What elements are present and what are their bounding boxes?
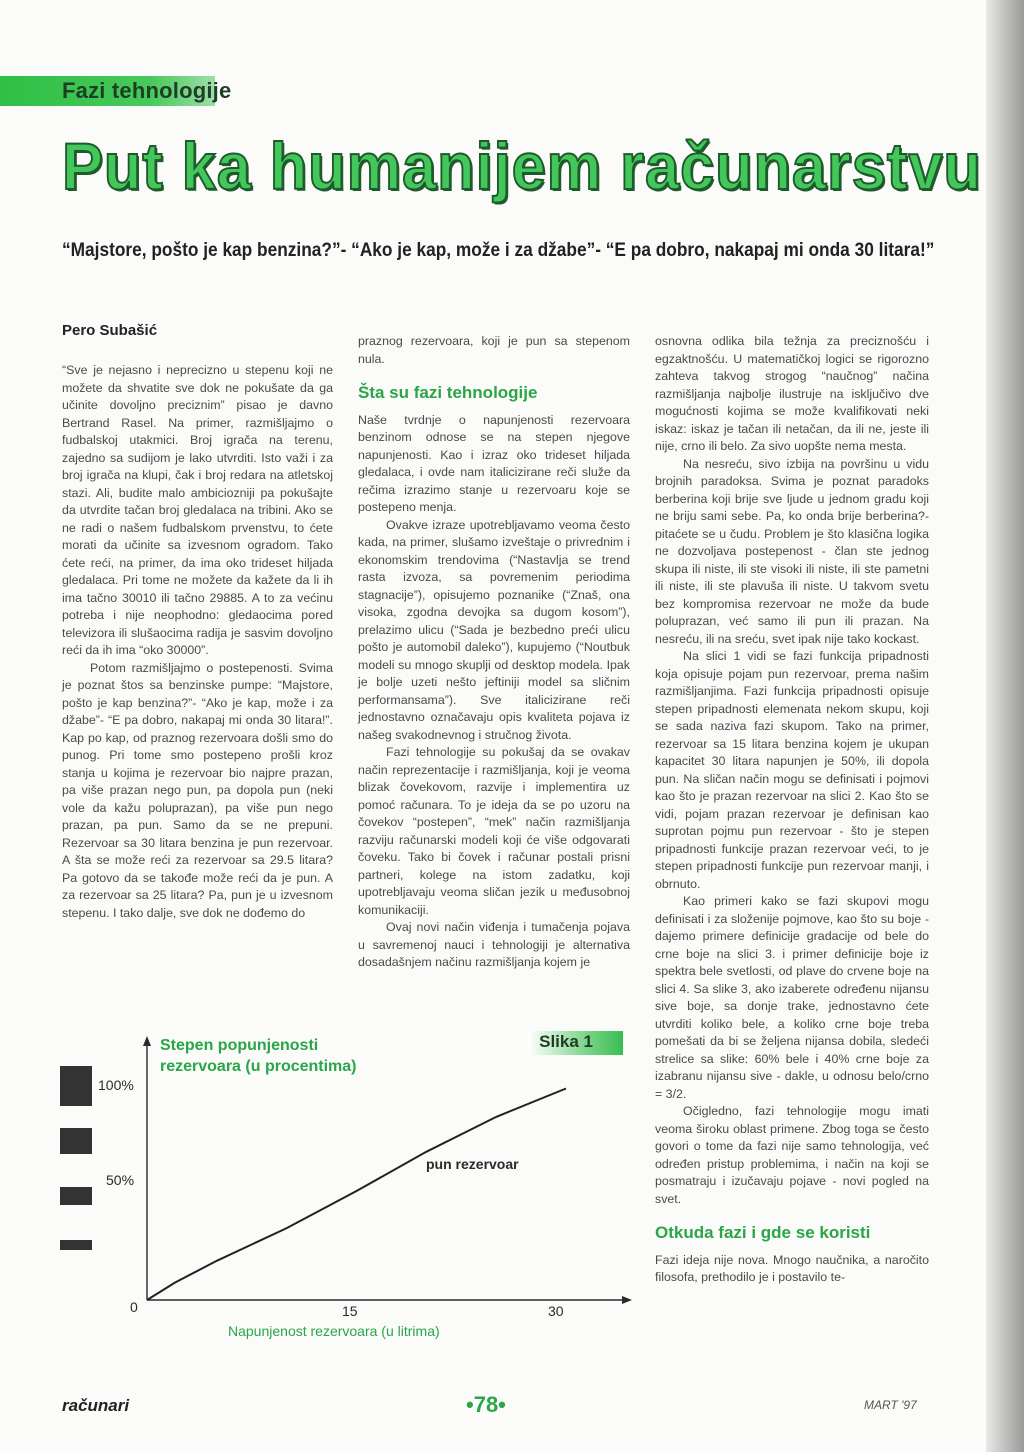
y-tick-label: 50% xyxy=(106,1172,135,1188)
section-label: Fazi tehnologije xyxy=(62,78,232,103)
x-axis-arrow xyxy=(622,1296,632,1304)
paragraph: Ovakve izraze upotrebljavamo veoma često kada, na primer, slušamo izveštaje o privrednim i ekonomskim trendovima (“Nastavlja se trend rasta izvoza, sa povremenim periodima stagnacije”), opisujemo poznanike (“Znaš, ona visoka, zgodna devojka sa dugom kosom”), prelazimo ulicu (“Sada je bezbedno preći ulicu pošto je automobil daleko”), kupujemo (“Noutbuk modeli su mnogo skuplji od desktop modela. Ipak je bolje uzeti nešto jeftiniji model sa sličnim performansama”). Sve italicizirane reči jednostavno označavaju opis kvaliteta pojava iz našeg svakodnevnog i stručnog života. xyxy=(358,517,630,742)
page-edge-shadow xyxy=(986,0,1024,1452)
x-tick-label: 0 xyxy=(130,1299,138,1315)
y-axis-title: Stepen popunjenosti xyxy=(160,1037,319,1054)
article-quote: “Majstore, pošto je kap benzina?”- “Ako je kap, može i za džabe”- “E pa dobro, nakapaj mi onda 30 litara!” xyxy=(62,240,935,261)
subheading: Šta su fazi tehnologije xyxy=(358,383,538,402)
data-line xyxy=(147,1089,566,1301)
subheading: Otkuda fazi i gde se koristi xyxy=(655,1223,871,1242)
curve-label: pun rezervoar xyxy=(426,1156,519,1172)
legend-block xyxy=(60,1240,92,1250)
x-tick-label: 15 xyxy=(342,1303,358,1319)
paragraph: Kao primeri kako se fazi skupovi mogu definisati i za složenije pojmove, kao što su boje - dajemo primere definicije gradacije od bele do crne boje na slici 3. i primer definicije boje iz spektra bele svetlosti, od plave do crvene boje na slici 4. Sa slike 3, ako izaberete određenu nijansu sive boje, sa donje trake, jednostavno ćete utvrditi koliko bele, a koliko crne boje treba pomešati da bi se željena nijansa dobila, sledeći strelice sa slike: 60% bele i 40% crne boje za izabranu nijansu sive - dakle, u odnosu belo/crno = 3/2. xyxy=(655,894,929,1101)
y-tick-label: 100% xyxy=(98,1077,134,1093)
column-1 xyxy=(62,362,333,922)
y-axis-title: rezervoara (u procentima) xyxy=(160,1058,357,1075)
legend-block xyxy=(60,1128,92,1154)
column-2 xyxy=(358,333,630,972)
paragraph: Potom razmišljajmo o postepenosti. Svima je poznat štos sa benzinske pumpe: “Majstore, pošto je kap benzina?”- “Ako je kap, može i za džabe”- “E pa dobro, nakapaj mi onda 30 litara!”. Kap po kap, od praznog rezervoara došli smo do punog. Pri tome smo postepeno prošli kroz stanja u kojima je rezervoar bio najpre prazan, pa više prazan nego pun, pa dopola pun (neki vole da kažu poluprazan), pa više pun nego prazan, pa pun. Samo da se ne prepuni. Rezervoar sa 30 litara benzina je pun rezervoar. A šta se može reći za rezervoar sa 29.5 litara? Pa gotovo da se takođe može reći da je pun. A za rezervoar sa 25 litara? Pa, pun je u izvesnom stepenu. I tako dalje, sve dok ne dođemo do xyxy=(62,660,333,920)
magazine-name: računari xyxy=(62,1396,130,1415)
paragraph: Očigledno, fazi tehnologije mogu imati veoma široku oblast primene. Zbog toga se često govori o tome da fazi nije samo tehnologija, već određen pristup problemima, i način na koji se posmatraju i izučavaju pojave - novi pogled na svet. xyxy=(655,1104,929,1206)
paragraph: Na nesreću, sivo izbija na površinu u vidu brojnih paradoksa. Svima je poznat paradoks berberina koji brije sve ljude u jednom gradu koji ne briju sami sebe. Pa, ko onda brije berberina?- pitaćete se u čudu. Problem je što klasična logika ne dozvoljava postepenost - član ste jednog skupa ili niste, ili ste visoki ili niste, ili ste pametni ili niste, ili ste plavuša ili niste. U takvom svetu bez kompromisa rezervoar ne može da bude poluprazan, već samo ili pun ili prazan. Na nesreću, ili na sreću, svet ipak nije tako kockast. xyxy=(655,456,929,646)
paragraph: osnovna odlika bila težnja za preciznošću i egzaktnošću. U matematičkoj logici se rigorozno zahteva takvog strogog “naučnog” načina razmišljanja najbolje ilustruje na isključivo dve mogućnosti kojima se može kvalifikovati neki iskaz: iskaz je tačan ili netačan, da ili ne, jeste ili nije, crno ili belo. Za sivo uopšte nema mesta. xyxy=(655,334,929,453)
x-tick-label: 30 xyxy=(548,1303,564,1319)
paragraph: Fazi tehnologije su pokušaj da se ovakav način reprezentacije i razmišljanja, koji je veoma blizak čovekovom, razvije i implementira uz pomoć računara. To je ideja da se po uzoru na čovekov “postepen”, “mek” način razmišljanja razviju računarski modeli koji će više odgovarati čoveku. Tako bi čovek i računar postali prisni partneri, kolege na istom zadatku, koji upotrebljavaju veoma sličan jezik u međusobnoj komunikaciji. xyxy=(358,745,630,917)
paragraph: Naše tvrdnje o napunjenosti rezervoara benzinom odnose se na stepen njegove napunjenosti. Kao i izraz oko trideset hiljada gledalaca, i ovde nam italicizirane reči služe da rečima izrazimo stanje u rezervoaru koje se postepeno menja. xyxy=(358,412,630,514)
paragraph: praznog rezervoara, koji je pun sa stepenom nula. xyxy=(358,334,630,366)
issue-date: MART '97 xyxy=(864,1398,917,1412)
y-axis-arrow xyxy=(143,1036,151,1046)
author: Pero Subašić xyxy=(62,322,158,339)
figure-label-text: Slika 1 xyxy=(539,1032,593,1051)
legend-block xyxy=(60,1066,92,1106)
page-number: •78• xyxy=(466,1392,506,1417)
paragraph: Ovaj novi način viđenja i tumačenja pojava u savremenoj nauci i tehnologiji je alternativa dosadašnjem načinu razmišljanja kojem je xyxy=(358,920,630,969)
x-axis-title: Napunjenost rezervoara (u litrima) xyxy=(228,1323,440,1339)
membership-chart xyxy=(40,1030,640,1350)
article-title: Put ka humanijem računarstvu xyxy=(62,129,982,203)
paragraph: “Sve je nejasno i neprecizno u stepenu koji ne možete da shvatite sve dok ne pokušate da ga učinite dovoljno preciznim” pisao je davno Bertrand Rasel. Na primer, razmišljajmo o fudbalskoj utakmici. Broj igrača na terenu, zajedno sa sudijom je lako utvrditi. Isto važi i za broj igrača na klupi, čak i broj redara na atletskoj stazi. Ali, budite malo ambiciozniji pa pokušajte da utvrdite tačan broj gledalaca na tribini. Ako se ne radi o našem fudbalskom prvenstvu, to ćete morati da učinite sa izvesnom ogradom. Tako ćete reći, na primer, da ima oko trideset hiljada gledalaca. Pri tome ne možete da kažete da li ih ima tačno 30010 ili tačno 29885. A to za većinu potreba i nije neophodno: gledaocima pored televizora ili slušaocima radija je sasvim dovoljno reći da ih ima “oko 30000”. xyxy=(62,363,333,657)
paragraph: Na slici 1 vidi se fazi funkcija pripadnosti koja opisuje pojam pun rezervoar, prema našim razmišljanjima. Fazi funkcija pripadnosti opisuje stepen pripadnosti elemenata nekom skupu, koji se sada naziva fazi skupom. Tako na primer, rezervoar sa 15 litara benzina kojem je ukupan kapacitet 30 litara napunjen je 50%, ili dopola pun. Na sličan način mogu se definisati i pojmovi kao što je prazan rezervoar na slici 2. Kao što se vidi, pojam prazan rezervoar je definisan kao suprotan pojmu pun rezervoar - što je stepen pripadnosti funkcije prazan rezervoar veći, to je stepen pripadnosti funkcije pun rezervoar manji, i obrnuto. xyxy=(655,649,929,891)
paragraph: Fazi ideja nije nova. Mnogo naučnika, a naročito filosofa, prethodilo je i postavilo te- xyxy=(655,1252,929,1284)
column-3 xyxy=(655,333,929,1287)
legend-block xyxy=(60,1187,92,1205)
